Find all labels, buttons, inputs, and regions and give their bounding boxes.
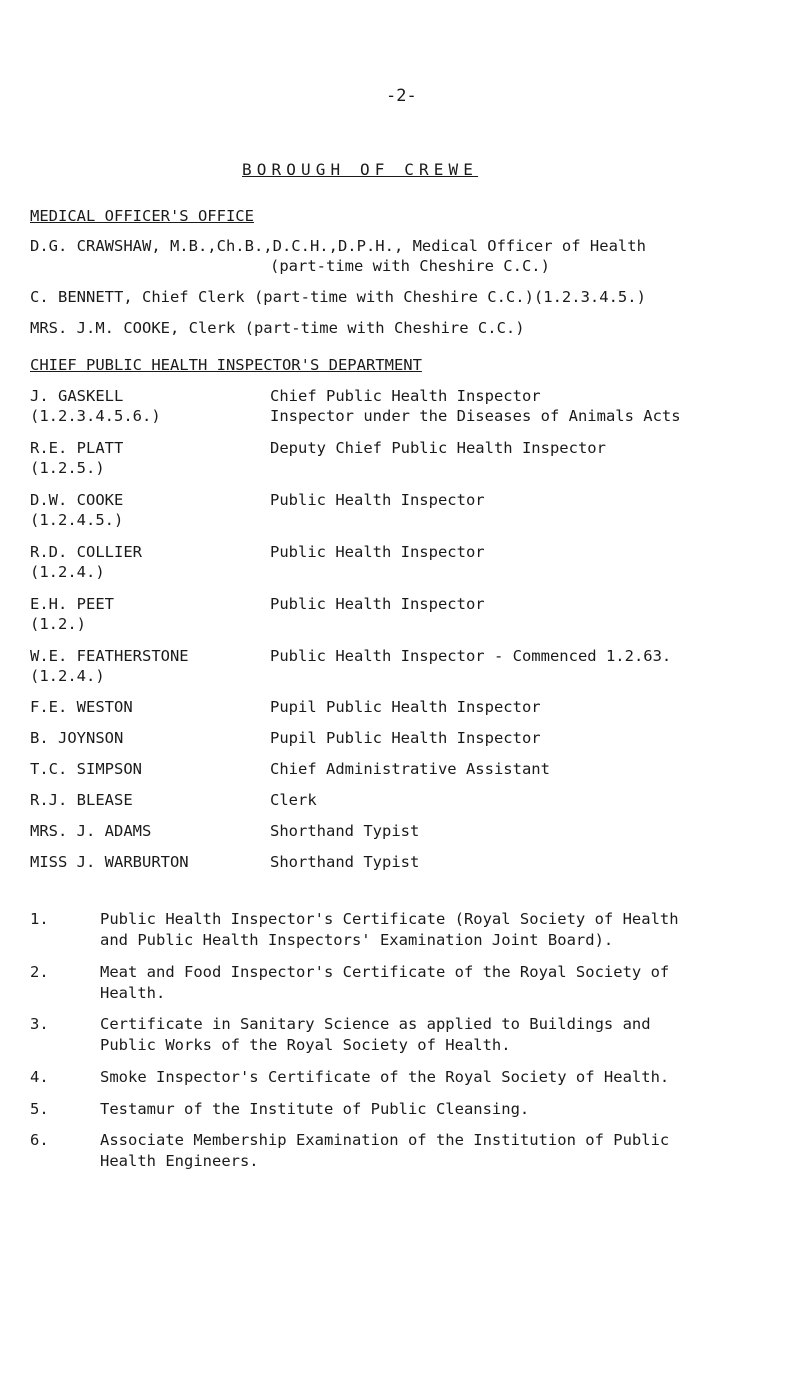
staff-name: R.E. PLATT	[30, 439, 124, 457]
note-text: Public Health Inspector's Certificate (Royal Society of Health	[100, 910, 679, 928]
staff-role: Pupil Public Health Inspector	[270, 698, 541, 716]
staff-role: Public Health Inspector	[270, 595, 485, 613]
staff-name: MISS J. WARBURTON	[30, 853, 189, 871]
staff-name: B. JOYNSON	[30, 729, 124, 747]
staff-role: Chief Administrative Assistant	[270, 760, 550, 778]
staff-role: Public Health Inspector - Commenced 1.2.63.	[270, 647, 672, 665]
department-heading: CHIEF PUBLIC HEALTH INSPECTOR'S DEPARTMENT	[30, 356, 422, 374]
staff-name: F.E. WESTON	[30, 698, 133, 716]
officer-line: D.G. CRAWSHAW, M.B.,Ch.B.,D.C.H.,D.P.H., Medical Officer of Health	[30, 237, 646, 255]
note-text-cont: Public Works of the Royal Society of Health.	[100, 1036, 511, 1054]
note-text-cont: Health.	[100, 984, 166, 1002]
staff-name: J. GASKELL	[30, 387, 124, 405]
staff-quals: (1.2.4.)	[30, 563, 105, 581]
note-text: Meat and Food Inspector's Certificate of the Royal Society of	[100, 963, 670, 981]
staff-role-extra: Inspector under the Diseases of Animals Acts	[270, 407, 681, 425]
note-text: Smoke Inspector's Certificate of the Royal Society of Health.	[100, 1068, 670, 1086]
note-number: 6.	[30, 1131, 49, 1149]
staff-quals: (1.2.5.)	[30, 459, 105, 477]
staff-quals: (1.2.3.4.5.6.)	[30, 407, 161, 425]
note-number: 2.	[30, 963, 49, 981]
note-text: Associate Membership Examination of the Institution of Public	[100, 1131, 670, 1149]
note-text-cont: and Public Health Inspectors' Examination Joint Board).	[100, 931, 614, 949]
officer-line: C. BENNETT, Chief Clerk (part-time with Cheshire C.C.)(1.2.3.4.5.)	[30, 288, 646, 306]
page-number: -2-	[386, 86, 417, 106]
staff-role: Shorthand Typist	[270, 822, 420, 840]
staff-name: D.W. COOKE	[30, 491, 124, 509]
officer-line-cont: (part-time with Cheshire C.C.)	[270, 257, 550, 275]
staff-quals: (1.2.4.)	[30, 667, 105, 685]
staff-quals: (1.2.)	[30, 615, 86, 633]
medical-office-heading: MEDICAL OFFICER'S OFFICE	[30, 207, 254, 225]
note-text-cont: Health Engineers.	[100, 1152, 259, 1170]
page-title: BOROUGH OF CREWE	[242, 160, 479, 179]
staff-name: MRS. J. ADAMS	[30, 822, 152, 840]
note-number: 3.	[30, 1015, 49, 1033]
staff-role: Clerk	[270, 791, 317, 809]
note-text: Testamur of the Institute of Public Cleansing.	[100, 1100, 530, 1118]
staff-quals: (1.2.4.5.)	[30, 511, 124, 529]
note-number: 4.	[30, 1068, 49, 1086]
note-number: 5.	[30, 1100, 49, 1118]
staff-role: Deputy Chief Public Health Inspector	[270, 439, 606, 457]
staff-role: Shorthand Typist	[270, 853, 420, 871]
staff-name: R.J. BLEASE	[30, 791, 133, 809]
staff-name: R.D. COLLIER	[30, 543, 142, 561]
staff-role: Public Health Inspector	[270, 543, 485, 561]
staff-role: Chief Public Health Inspector	[270, 387, 541, 405]
staff-name: E.H. PEET	[30, 595, 114, 613]
officer-line: MRS. J.M. COOKE, Clerk (part-time with Cheshire C.C.)	[30, 319, 525, 337]
staff-name: T.C. SIMPSON	[30, 760, 142, 778]
note-text: Certificate in Sanitary Science as applied to Buildings and	[100, 1015, 651, 1033]
staff-name: W.E. FEATHERSTONE	[30, 647, 189, 665]
note-number: 1.	[30, 910, 49, 928]
staff-role: Pupil Public Health Inspector	[270, 729, 541, 747]
staff-role: Public Health Inspector	[270, 491, 485, 509]
